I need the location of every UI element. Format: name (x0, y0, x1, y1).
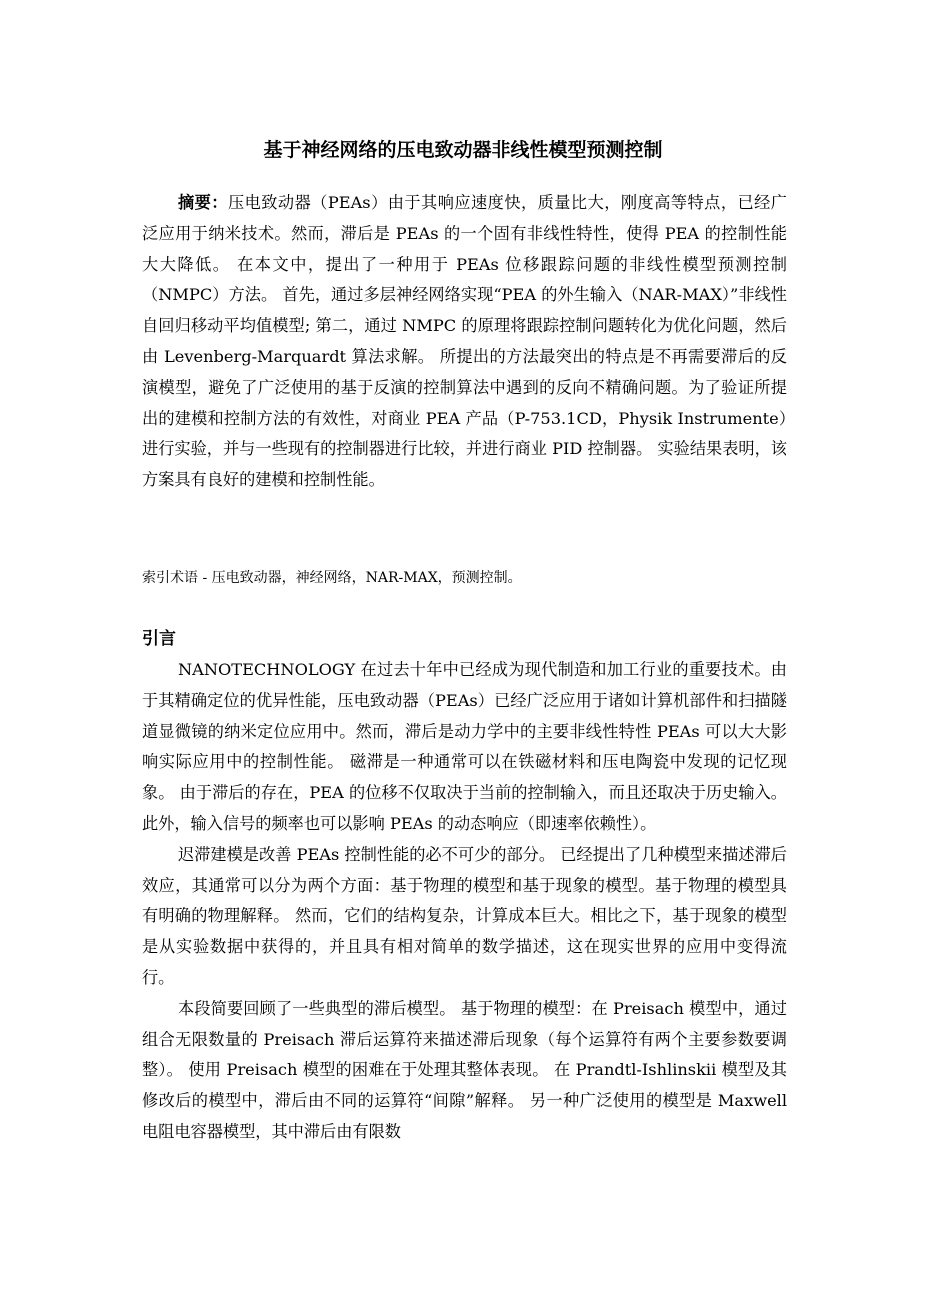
paragraph: 迟滞建模是改善 PEAs 控制性能的必不可少的部分。 已经提出了几种模型来描述滞后效应，其通常可以分为两个方面：基于物理的模型和基于现象的模型。基于物理的模型具有明确的物理解释。 然而，它们的结构复杂，计算成本巨大。相比之下，基于现象的模型是从实验数据中获得的，并且具有相对简单的数学描述，这在现实世界的应用中变得流行。 (142, 844, 787, 987)
abstract-label: 摘要： (178, 193, 228, 212)
index-terms: 索引术语 - 压电致动器，神经网络，NAR-MAX，预测控制。 (142, 570, 522, 586)
paper-title: 基于神经网络的压电致动器非线性模型预测控制 (263, 138, 663, 161)
section-heading-introduction: 引言 (142, 629, 176, 649)
abstract (142, 188, 787, 496)
introduction-body (142, 655, 787, 1148)
paragraph: NANOTECHNOLOGY 在过去十年中已经成为现代制造和加工行业的重要技术。由于其精确定位的优异性能，压电致动器（PEAs）已经广泛应用于诸如计算机部件和扫描隧道显微镜的纳米定位应用中。然而，滞后是动力学中的主要非线性特性 PEAs 可以大大影响实际应用中的控制性能。 磁滞是一种通常可以在铁磁材料和压电陶瓷中发现的记忆现象。 由于滞后的存在，PEA 的位移不仅取决于当前的控制输入，而且还取决于历史输入。此外，输入信号的频率也可以影响 PEAs 的动态响应（即速率依赖性）。 (142, 660, 787, 833)
abstract-text: 压电致动器（PEAs）由于其响应速度快，质量比大，刚度高等特点，已经广泛应用于纳米技术。然而，滞后是 PEAs 的一个固有非线性特性，使得 PEA 的控制性能大大降低。 在本文中，提出了一种用于 PEAs 位移跟踪问题的非线性模型预测控制（NMPC）方法。 首先，通过多层神经网络实现“PEA 的外生输入（NAR-MAX）”非线性自回归移动平均值模型; 第二，通过 NMPC 的原理将跟踪控制问题转化为优化问题，然后由 Levenberg-Marquardt 算法求解。 所提出的方法最突出的特点是不再需要滞后的反演模型，避免了广泛使用的基于反演的控制算法中遇到的反向不精确问题。为了验证所提出的建模和控制方法的有效性，对商业 PEA 产品（P-753.1CD，Physik Instrumente）进行实验，并与一些现有的控制器进行比较，并进行商业 PID 控制器。 实验结果表明，该方案具有良好的建模和控制性能。 (142, 193, 787, 490)
paragraph: 本段简要回顾了一些典型的滞后模型。 基于物理的模型：在 Preisach 模型中，通过组合无限数量的 Preisach 滞后运算符来描述滞后现象（每个运算符有两个主要参数要调整）。 使用 Preisach 模型的困难在于处理其整体表现。 在 Prandtl-Ishlinskii 模型及其修改后的模型中，滞后由不同的运算符“间隙”解释。 另一种广泛使用的模型是 Maxwell 电阻电容器模型，其中滞后由有限数 (142, 998, 787, 1141)
